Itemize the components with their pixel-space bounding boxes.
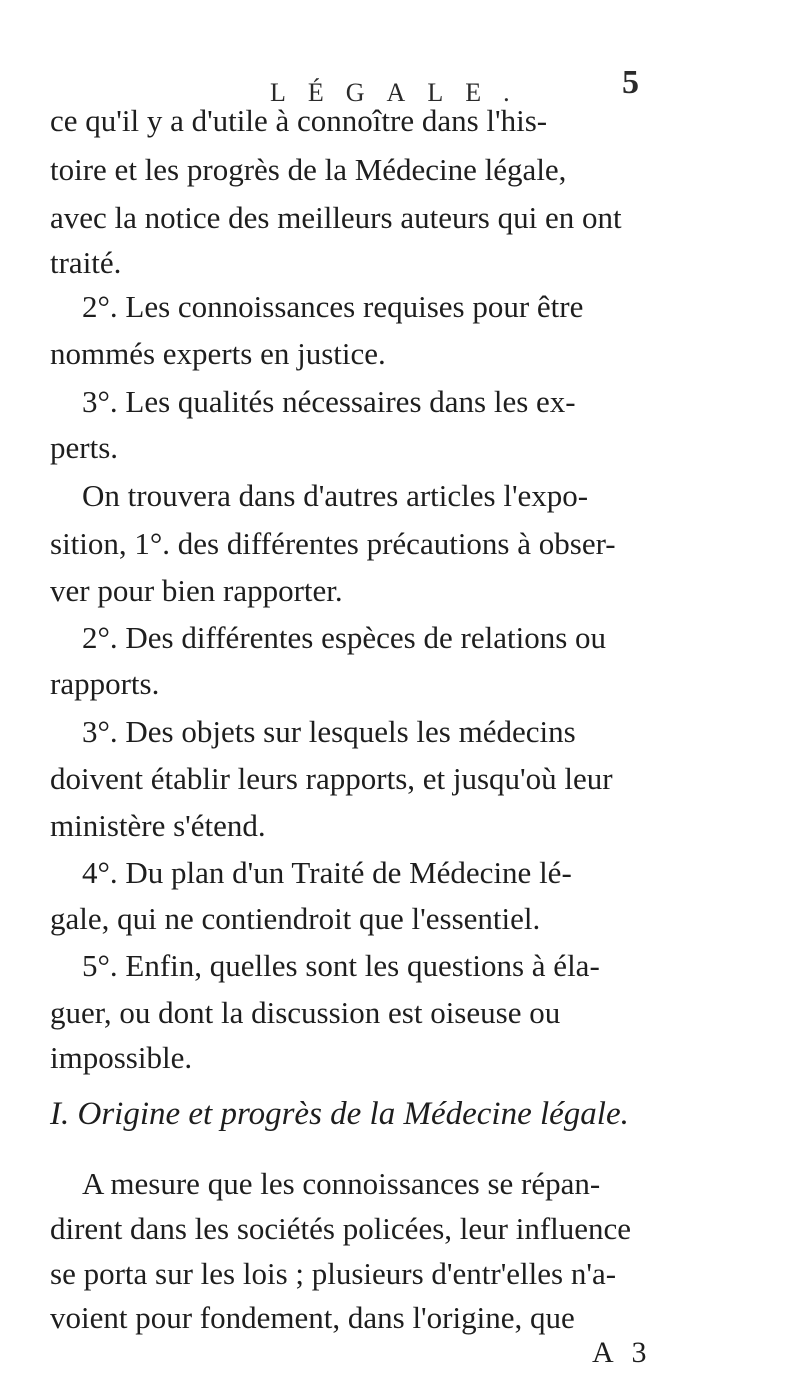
text-line: rapports. — [50, 666, 160, 701]
text-line: 2°. Des différentes espèces de relations ou — [82, 620, 607, 655]
text-line: 3°. Les qualités nécessaires dans les ex- — [82, 384, 576, 419]
text-line: On trouvera dans d'autres articles l'expo- — [82, 478, 589, 513]
text-line: ce qu'il y a d'utile à connoître dans l'his- — [50, 103, 548, 138]
text-line: gale, qui ne contiendroit que l'essentiel. — [50, 901, 541, 936]
text-line: 2°. Les connoissances requises pour être — [82, 289, 584, 324]
text-line: toire et les progrès de la Médecine légale, — [50, 152, 567, 187]
text-line: ministère s'étend. — [50, 808, 266, 843]
text-line: 3°. Des objets sur lesquels les médecins — [82, 714, 576, 749]
text-line: avec la notice des meilleurs auteurs qui en ont — [50, 200, 622, 235]
section-heading: I. Origine et progrès de la Médecine légale. — [50, 1096, 629, 1132]
text-line: voient pour fondement, dans l'origine, que — [50, 1300, 575, 1335]
text-line: 5°. Enfin, quelles sont les questions à éla- — [82, 948, 600, 983]
text-line: traité. — [50, 245, 122, 280]
page-number: 5 — [622, 64, 639, 101]
signature-mark: A 3 — [592, 1336, 653, 1369]
text-line: impossible. — [50, 1040, 193, 1075]
text-line: 4°. Du plan d'un Traité de Médecine lé- — [82, 855, 572, 890]
text-line: ver pour bien rapporter. — [50, 573, 343, 608]
text-line: nommés experts en justice. — [50, 336, 386, 371]
text-line: se porta sur les lois ; plusieurs d'entr'elles n'a- — [50, 1256, 617, 1291]
text-line: doivent établir leurs rapports, et jusqu'où leur — [50, 761, 613, 796]
text-line: A mesure que les connoissances se répan- — [82, 1166, 601, 1201]
text-line: sition, 1°. des différentes précautions à obser- — [50, 526, 616, 561]
text-line: perts. — [50, 430, 119, 465]
text-line: dirent dans les sociétés policées, leur influence — [50, 1211, 632, 1246]
running-title: LÉGALE. — [270, 78, 532, 107]
text-line: guer, ou dont la discussion est oiseuse ou — [50, 995, 561, 1030]
